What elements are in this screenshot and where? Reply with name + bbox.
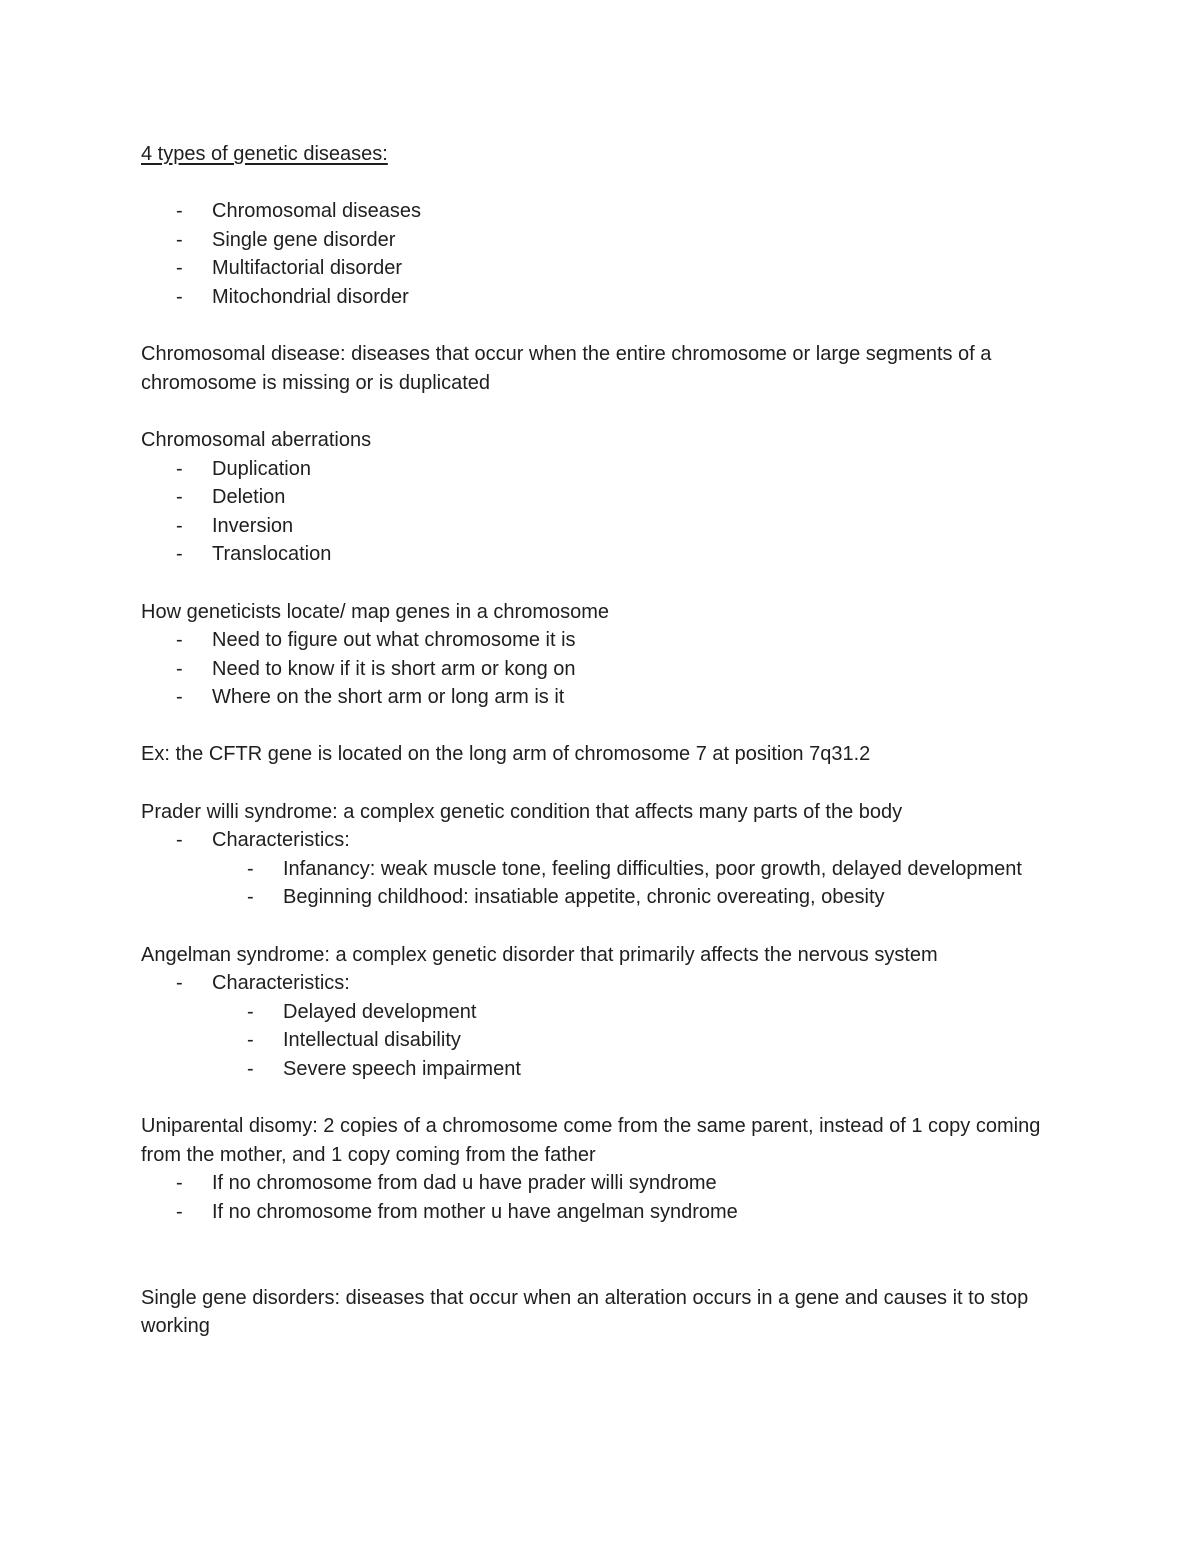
- spacer: [141, 169, 1071, 198]
- list-item: - Intellectual disability: [212, 1026, 1071, 1055]
- list-item: - Severe speech impairment: [212, 1055, 1071, 1084]
- spacer: [141, 569, 1071, 598]
- list-item: - Beginning childhood: insatiable appetite, chronic overeating, obesity: [212, 883, 1071, 912]
- list-item: - If no chromosome from dad u have prader willi syndrome: [141, 1169, 1071, 1198]
- list-item: - Where on the short arm or long arm is it: [141, 683, 1071, 712]
- list-item: - If no chromosome from mother u have angelman syndrome: [141, 1198, 1071, 1227]
- spacer: [141, 397, 1071, 426]
- intro-heading: 4 types of genetic diseases:: [141, 143, 388, 165]
- list-item: - Mitochondrial disorder: [141, 283, 1071, 312]
- list-item: - Multifactorial disorder: [141, 254, 1071, 283]
- document-body: [141, 140, 1071, 1341]
- list-item: - Inversion: [141, 512, 1071, 541]
- aberrations-list: [141, 455, 1071, 569]
- spacer: [141, 912, 1071, 941]
- spacer: [141, 769, 1071, 798]
- list-item: [141, 826, 1071, 912]
- single-gene-definition: Single gene disorders: diseases that occur when an alteration occurs in a gene and causes it to stop working: [141, 1286, 1029, 1338]
- spacer: [141, 1084, 1071, 1113]
- uniparental-list: [141, 1169, 1071, 1226]
- list-item: - Delayed development: [212, 998, 1071, 1027]
- uniparental-definition: Uniparental disomy: 2 copies of a chromosome come from the same parent, instead of 1 copy coming from the mother, and 1 copy coming from the father: [141, 1115, 1041, 1166]
- list-item: - Translocation: [141, 540, 1071, 569]
- angelman-list: [141, 969, 1071, 1083]
- angelman-characteristics: [212, 998, 1071, 1084]
- prader-willi-characteristics: [212, 855, 1071, 912]
- characteristics-label: Characteristics:: [212, 829, 350, 852]
- chromosomal-disease-definition: Chromosomal disease: diseases that occur when the entire chromosome or large segments of a chromosome is missing or is duplicated: [141, 343, 992, 394]
- spacer: [141, 1227, 1071, 1284]
- mapping-list: [141, 626, 1071, 712]
- list-item: - Need to figure out what chromosome it is: [141, 626, 1071, 655]
- list-item: - Single gene disorder: [141, 226, 1071, 255]
- list-item: - Deletion: [141, 483, 1071, 512]
- aberrations-heading: Chromosomal aberrations: [141, 428, 372, 451]
- list-item: - Infanancy: weak muscle tone, feeling difficulties, poor growth, delayed development: [212, 855, 1071, 884]
- prader-willi-list: [141, 826, 1071, 912]
- characteristics-label: Characteristics:: [212, 972, 350, 995]
- spacer: [141, 312, 1071, 341]
- list-item: - Duplication: [141, 455, 1071, 484]
- angelman-heading: Angelman syndrome: a complex genetic disorder that primarily affects the nervous system: [141, 943, 938, 966]
- list-item: [141, 969, 1071, 1083]
- disease-types-list: [141, 197, 1071, 311]
- prader-willi-heading: Prader willi syndrome: a complex genetic condition that affects many parts of the body: [141, 800, 903, 823]
- spacer: [141, 712, 1071, 741]
- mapping-heading: How geneticists locate/ map genes in a chromosome: [141, 600, 610, 623]
- list-item: - Need to know if it is short arm or kong on: [141, 655, 1071, 684]
- list-item: - Chromosomal diseases: [141, 197, 1071, 226]
- cftr-example: Ex: the CFTR gene is located on the long arm of chromosome 7 at position 7q31.2: [141, 743, 871, 766]
